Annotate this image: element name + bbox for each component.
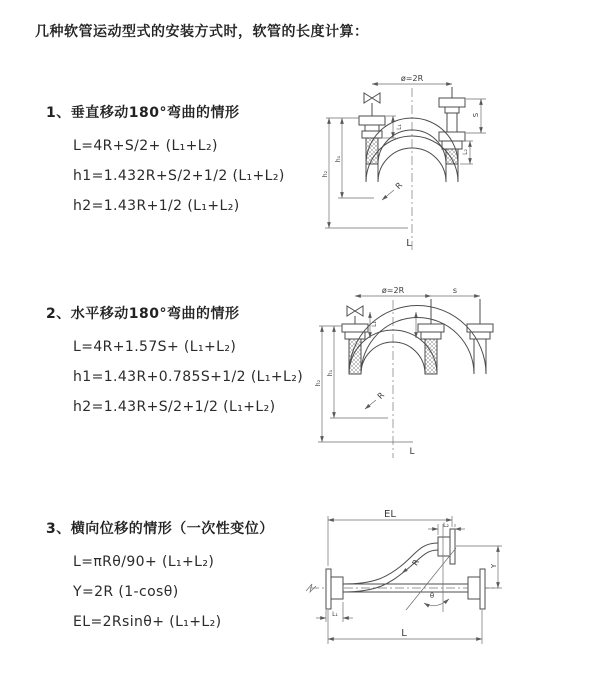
dim-label-h2: h₂ [322,170,329,178]
diagram-horizontal-180-bend [308,282,593,467]
valve-icon [347,306,363,316]
dim-label-l1: L₁ [396,124,403,130]
left-fitting [359,103,385,164]
dim-label-2r: ø=2R [381,286,405,295]
upper-right-flange [438,529,455,564]
section-heading: 1、垂直移动180°弯曲的情形 [46,105,240,121]
formula-line: EL=2Rsinθ+ (L₁+L₂) [73,614,222,630]
radius-callout [382,180,404,200]
section-heading: 2、水平移动180°弯曲的情形 [46,306,240,322]
formula-line: L=πRθ/90+ (L₁+L₂) [73,554,215,570]
dim-label-l2: L₂ [443,522,449,529]
dimension-l1 [316,602,353,622]
dim-label-s: s [452,286,458,295]
length-label: L [409,447,415,457]
s-curve-hose-displaced [343,543,438,592]
dim-label-l1: L₁ [332,611,338,618]
left-flange [326,569,343,609]
dim-label-l2: L₂ [462,149,469,155]
dim-label-l1: L₁ [371,321,378,327]
page-title: 几种软管运动型式的安装方式时，软管的长度计算： [35,24,369,40]
dim-label-el: EL [384,509,396,520]
formula-line: L=4R+1.57S+ (L₁+L₂) [73,339,237,355]
formula-line: h1=1.43R+0.785S+1/2 (L₁+L₂) [73,369,304,385]
angle-label-theta: θ [429,592,435,600]
middle-fitting [418,299,444,374]
formula-line: h2=1.43R+S/2+1/2 (L₁+L₂) [73,399,276,415]
section-vertical-180 [46,102,285,222]
dim-label-h1: h₁ [327,369,334,377]
dim-label-h1: h₁ [335,155,342,163]
section-lateral-displacement [46,518,274,638]
dimension-el [328,509,452,566]
valve-icon [364,93,380,103]
radius-label: R [393,180,405,191]
dim-label-h2: h₂ [315,379,322,387]
dimension-l [328,610,482,644]
section-horizontal-180 [46,303,303,423]
dimension-s [466,99,486,133]
right-fitting-moved [467,299,493,374]
dimension-h2 [315,326,413,442]
radius-label: R [410,557,422,568]
length-label: L [406,238,412,249]
dim-label-l: L [401,628,407,639]
formula-line: h2=1.43R+1/2 (L₁+L₂) [73,198,240,214]
formula-line: L=4R+S/2+ (L₁+L₂) [73,138,218,154]
radius-callout [365,390,386,409]
dimension-top-2r [355,286,480,322]
diagram-lateral-displacement [298,506,595,658]
radius-label: R [375,390,387,401]
dim-label-2r: ø=2R [400,74,424,83]
dim-label-y: Y [490,563,498,569]
dimension-l2 [428,522,465,535]
section-heading: 3、横向位移的情形（一次性变位） [46,521,274,537]
lower-right-flange [468,569,485,609]
diagram-vertical-180-bend [312,70,592,260]
dim-label-s: S [472,112,480,118]
formula-line: h1=1.432R+S/2+1/2 (L₁+L₂) [73,168,285,184]
braided-hose [425,339,437,374]
formula-line: Y=2R (1-cosθ) [73,584,179,600]
hose-u-bend-arcs [349,306,486,375]
